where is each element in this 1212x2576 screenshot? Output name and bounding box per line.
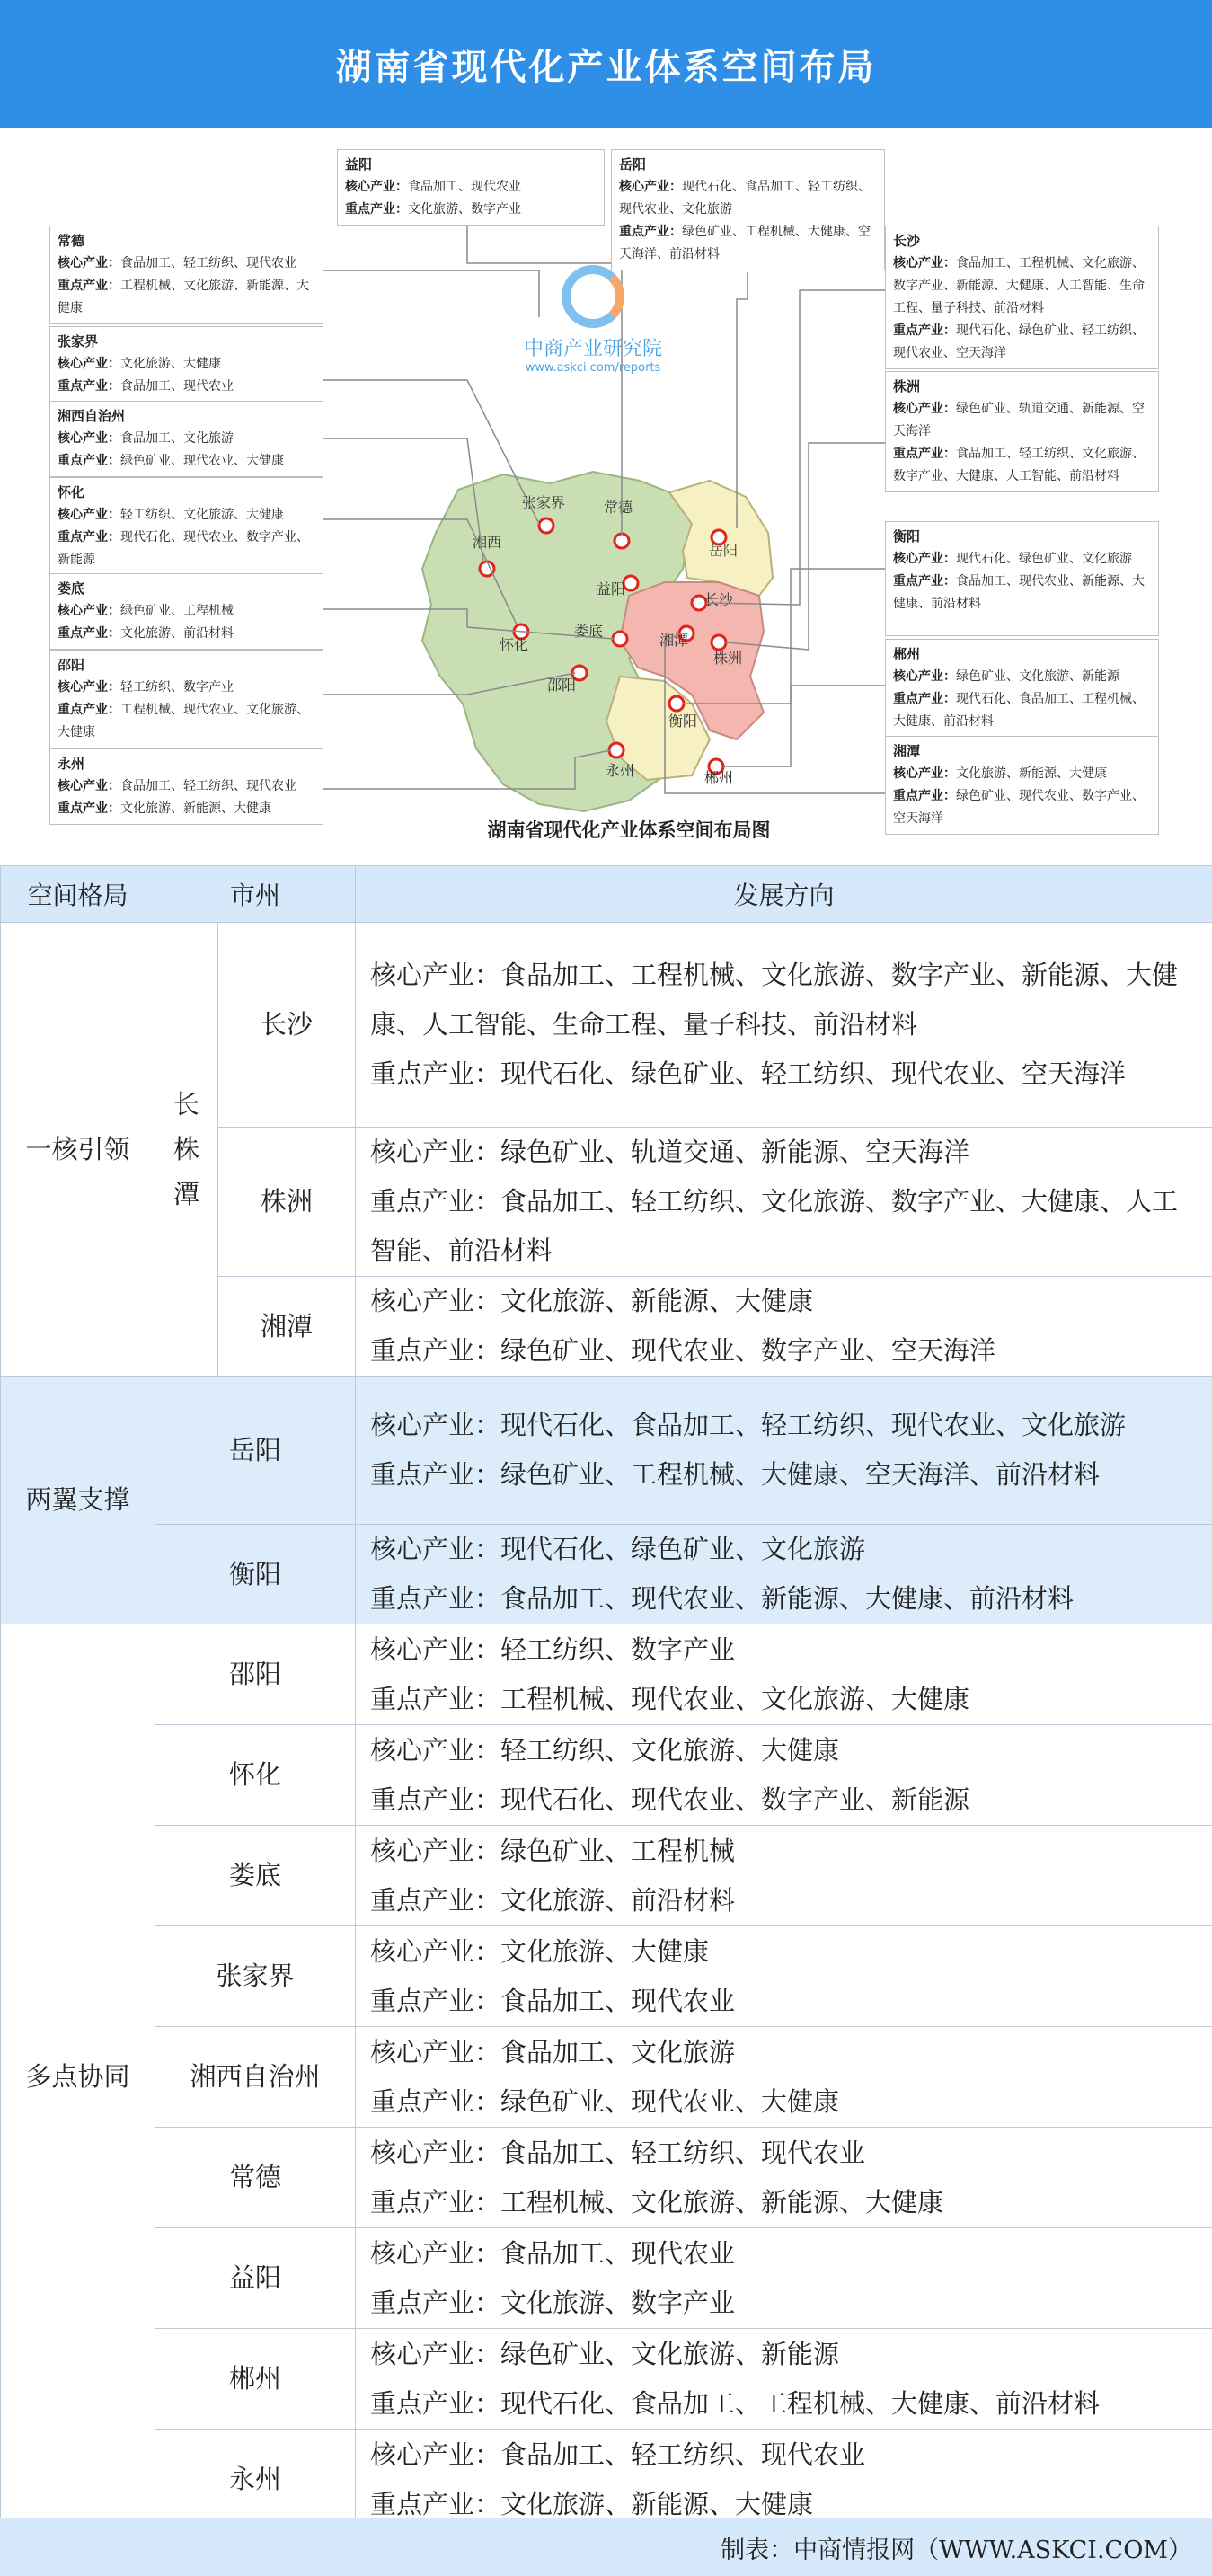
map-info-box xyxy=(337,149,605,226)
direction-cell: 核心产业：轻工纺织、数字产业 重点产业：工程机械、现代农业、文化旅游、大健康 xyxy=(356,1624,1212,1725)
map-info-box-line xyxy=(893,571,1151,615)
map-info-box-label: 重点产业： xyxy=(893,574,956,589)
watermark-url: www.askci.com/reports xyxy=(525,361,661,375)
city-map-label: 娄底 xyxy=(573,623,604,640)
map-info-box-line xyxy=(893,548,1151,571)
footer-source: 制表：中商情报网（WWW.ASKCI.COM） xyxy=(721,2536,1192,2564)
map-info-box-line xyxy=(58,504,315,527)
table-row xyxy=(1,2228,1212,2329)
map-info-box-line xyxy=(58,353,315,376)
map-info-box-label: 核心产业： xyxy=(893,552,956,566)
map-info-box-line xyxy=(345,176,597,199)
map-info-box-line xyxy=(58,699,315,744)
map-info-box-label: 重点产业： xyxy=(893,789,956,803)
city-map-label: 岳阳 xyxy=(708,542,739,559)
map-info-box-line xyxy=(58,428,315,450)
map-info-box-label: 核心产业： xyxy=(619,180,682,194)
map-info-box-label: 重点产业： xyxy=(58,279,120,293)
map-info-box-title: 永州 xyxy=(58,756,85,772)
table-row xyxy=(1,1926,1212,2027)
city-cell: 张家界 xyxy=(155,1926,356,2027)
map-info-box-label: 重点产业： xyxy=(893,323,956,338)
map-info-box-label: 重点产业： xyxy=(58,379,120,394)
map-info-box xyxy=(49,326,323,403)
map-info-box-line xyxy=(58,798,315,820)
city-map-label: 怀化 xyxy=(499,636,529,653)
table-row xyxy=(1,2430,1212,2530)
city-map-label: 湘西 xyxy=(472,534,502,551)
city-cell: 怀化 xyxy=(155,1725,356,1826)
direction-cell: 核心产业：绿色矿业、工程机械 重点产业：文化旅游、前沿材料 xyxy=(356,1826,1212,1926)
map-info-box-line xyxy=(893,320,1151,365)
map-info-box-value: 文化旅游、大健康 xyxy=(120,357,221,371)
city-cell: 娄底 xyxy=(155,1826,356,1926)
map-section xyxy=(0,128,1212,865)
map-info-box-title: 邵阳 xyxy=(58,657,85,673)
direction-cell: 核心产业：文化旅游、新能源、大健康 重点产业：绿色矿业、现代农业、数字产业、空天海洋 xyxy=(356,1277,1212,1377)
table-row xyxy=(1,1525,1212,1624)
city-map-label: 株洲 xyxy=(712,650,743,667)
header-city: 市州 xyxy=(155,866,356,923)
map-info-box xyxy=(49,748,323,825)
map-info-box-label: 重点产业： xyxy=(893,447,956,461)
header-layout: 空间格局 xyxy=(1,866,155,923)
direction-cell: 核心产业：轻工纺织、文化旅游、大健康 重点产业：现代石化、现代农业、数字产业、新能源 xyxy=(356,1725,1212,1826)
map-info-box-label: 核心产业： xyxy=(58,604,120,618)
map-info-box-value: 文化旅游、前沿材料 xyxy=(120,626,234,641)
city-map-label: 张家界 xyxy=(521,494,566,511)
map-info-box-line xyxy=(893,785,1151,830)
map-info-box-value: 工程机械、现代农业、文化旅游、大健康 xyxy=(58,703,309,739)
city-map-label: 郴州 xyxy=(703,769,734,786)
map-info-box-title: 湘西自治州 xyxy=(58,408,126,424)
map-info-box-line xyxy=(619,176,877,221)
map-info-box-value: 轻工纺织、文化旅游、大健康 xyxy=(120,508,284,522)
map-info-box-line xyxy=(619,221,877,266)
map-info-box-label: 核心产业： xyxy=(58,680,120,695)
table-row xyxy=(1,1826,1212,1926)
city-cell: 常德 xyxy=(155,2128,356,2228)
map-info-box-label: 核心产业： xyxy=(893,669,956,684)
map-info-box-line xyxy=(58,376,315,398)
table-row xyxy=(1,2027,1212,2128)
map-info-box-line xyxy=(893,763,1151,785)
map-info-box xyxy=(49,401,323,477)
map-info-box-line xyxy=(58,775,315,798)
map-info-box-label: 核心产业： xyxy=(58,256,120,270)
map-info-box-value: 现代石化、现代农业、数字产业、新能源 xyxy=(58,530,309,567)
map-info-box-label: 核心产业： xyxy=(58,508,120,522)
map-info-box-value: 食品加工、工程机械、文化旅游、数字产业、新能源、大健康、人工智能、生命工程、量子科技、前沿材料 xyxy=(893,256,1145,315)
map-info-box xyxy=(49,226,323,324)
direction-cell: 核心产业：食品加工、轻工纺织、现代农业 重点产业：工程机械、文化旅游、新能源、大健康 xyxy=(356,2128,1212,2228)
title-banner xyxy=(0,0,1212,128)
direction-cell: 核心产业：食品加工、轻工纺织、现代农业 重点产业：文化旅游、新能源、大健康 xyxy=(356,2430,1212,2530)
city-cell: 衡阳 xyxy=(155,1525,356,1624)
map-info-box-label: 核心产业： xyxy=(58,357,120,371)
map-info-box-label: 重点产业： xyxy=(345,202,408,217)
map-info-box-title: 岳阳 xyxy=(619,156,647,173)
city-marker-icon xyxy=(712,635,726,650)
layout-group: 一核引领 xyxy=(1,923,155,1377)
map-info-box-label: 重点产业： xyxy=(58,801,120,816)
map-info-box-line xyxy=(893,443,1151,488)
map-info-box-title: 娄底 xyxy=(58,580,85,597)
city-map-label: 永州 xyxy=(605,762,635,779)
map-info-box-line xyxy=(893,252,1151,320)
map-info-box-title: 长沙 xyxy=(893,233,921,249)
map-info-box xyxy=(49,477,323,576)
map-info-box-label: 核心产业： xyxy=(893,402,956,416)
map-info-box xyxy=(49,573,323,650)
city-cell: 永州 xyxy=(155,2430,356,2530)
map-info-box-label: 重点产业： xyxy=(58,703,120,717)
map-info-box-value: 绿色矿业、现代农业、数字产业、空天海洋 xyxy=(893,789,1145,826)
map-info-box-value: 现代石化、食品加工、工程机械、大健康、前沿材料 xyxy=(893,692,1145,729)
map-info-box-label: 重点产业： xyxy=(58,530,120,544)
city-marker-icon xyxy=(609,743,624,757)
map-info-box-value: 食品加工、轻工纺织、现代农业 xyxy=(120,779,296,793)
watermark-name: 中商产业研究院 xyxy=(523,338,662,360)
map-info-box-value: 文化旅游、新能源、大健康 xyxy=(120,801,271,816)
map-info-box-label: 核心产业： xyxy=(345,180,408,194)
map-info-box xyxy=(49,650,323,748)
city-map-label: 常德 xyxy=(603,499,633,516)
map-info-box-value: 食品加工、现代农业 xyxy=(120,379,234,394)
map-info-box-line xyxy=(345,199,597,221)
map-info-box-title: 株洲 xyxy=(893,378,921,394)
map-info-box-value: 现代石化、食品加工、轻工纺织、现代农业、文化旅游 xyxy=(619,180,871,217)
map-info-box-label: 核心产业： xyxy=(893,766,956,781)
city-cell: 岳阳 xyxy=(155,1377,356,1525)
city-marker-icon xyxy=(624,576,638,590)
city-cell: 益阳 xyxy=(155,2228,356,2329)
direction-cell: 核心产业：现代石化、绿色矿业、文化旅游 重点产业：食品加工、现代农业、新能源、大健康、前沿材料 xyxy=(356,1525,1212,1624)
city-marker-icon xyxy=(615,534,629,548)
layout-group: 多点协同 xyxy=(1,1624,155,2530)
map-info-box-value: 现代石化、绿色矿业、文化旅游 xyxy=(956,552,1132,566)
map-info-box-value: 食品加工、轻工纺织、现代农业 xyxy=(120,256,296,270)
map-info-box-title: 怀化 xyxy=(58,484,85,500)
map-info-box-title: 常德 xyxy=(58,233,85,249)
map-info-box-label: 核心产业： xyxy=(893,256,956,270)
map-info-box-label: 重点产业： xyxy=(58,626,120,641)
city-cell: 湘西自治州 xyxy=(155,2027,356,2128)
map-info-box xyxy=(885,371,1159,492)
map-info-box xyxy=(885,639,1159,738)
map-info-box-value: 绿色矿业、工程机械 xyxy=(120,604,234,618)
city-cell: 湘潭 xyxy=(218,1277,356,1377)
map-info-box xyxy=(885,226,1159,369)
direction-cell: 核心产业：食品加工、文化旅游 重点产业：绿色矿业、现代农业、大健康 xyxy=(356,2027,1212,2128)
map-info-box xyxy=(885,736,1159,835)
map-info-box-value: 绿色矿业、工程机械、大健康、空天海洋、前沿材料 xyxy=(619,225,871,261)
map-info-box-label: 重点产业： xyxy=(58,454,120,468)
city-map-label: 衡阳 xyxy=(668,713,698,730)
map-info-box-line xyxy=(58,527,315,571)
city-marker-icon xyxy=(669,696,684,711)
direction-cell: 核心产业：文化旅游、大健康 重点产业：食品加工、现代农业 xyxy=(356,1926,1212,2027)
map-info-box-line xyxy=(58,450,315,473)
map-info-box-label: 核心产业： xyxy=(58,779,120,793)
map-info-box-value: 文化旅游、新能源、大健康 xyxy=(956,766,1107,781)
map-info-box-line xyxy=(58,252,315,275)
map-info-box xyxy=(611,149,885,270)
industry-table xyxy=(0,865,1212,2530)
map-info-box-title: 衡阳 xyxy=(893,528,921,544)
map-info-box-label: 重点产业： xyxy=(893,692,956,706)
map-info-box-line xyxy=(893,666,1151,688)
city-cell: 长沙 xyxy=(218,923,356,1128)
direction-cell: 核心产业：绿色矿业、轨道交通、新能源、空天海洋 重点产业：食品加工、轻工纺织、文化旅游、数字产业、大健康、人工智能、前沿材料 xyxy=(356,1128,1212,1277)
page-title: 湖南省现代化产业体系空间布局 xyxy=(335,46,877,88)
table-row xyxy=(1,1624,1212,1725)
city-marker-icon xyxy=(480,562,494,576)
direction-cell: 核心产业：现代石化、食品加工、轻工纺织、现代农业、文化旅游 重点产业：绿色矿业、工程机械、大健康、空天海洋、前沿材料 xyxy=(356,1377,1212,1525)
map-leader-line xyxy=(737,272,748,528)
table-row xyxy=(1,1377,1212,1525)
map-info-box xyxy=(885,521,1159,636)
subgroup-label: 长 株 潭 xyxy=(155,923,218,1377)
watermark xyxy=(503,265,683,375)
city-map-label: 长沙 xyxy=(703,591,734,608)
map-info-box-value: 食品加工、现代农业、新能源、大健康、前沿材料 xyxy=(893,574,1145,611)
watermark-logo-icon xyxy=(562,265,624,328)
city-marker-icon xyxy=(539,518,553,533)
map-info-box-line xyxy=(58,677,315,699)
city-cell: 邵阳 xyxy=(155,1624,356,1725)
map-info-box-line xyxy=(58,275,315,320)
direction-cell: 核心产业：食品加工、现代农业 重点产业：文化旅游、数字产业 xyxy=(356,2228,1212,2329)
table-row xyxy=(1,923,1212,1128)
map-info-box-value: 绿色矿业、文化旅游、新能源 xyxy=(956,669,1119,684)
map-info-box-title: 郴州 xyxy=(893,646,921,662)
map-info-box-value: 绿色矿业、现代农业、大健康 xyxy=(120,454,284,468)
city-map-label: 湘潭 xyxy=(659,632,689,649)
map-info-box-value: 现代石化、绿色矿业、轻工纺织、现代农业、空天海洋 xyxy=(893,323,1145,360)
map-info-box-label: 重点产业： xyxy=(619,225,682,239)
table-row xyxy=(1,2329,1212,2430)
direction-cell: 核心产业：绿色矿业、文化旅游、新能源 重点产业：现代石化、食品加工、工程机械、大健康、前沿材料 xyxy=(356,2329,1212,2430)
map-info-box-value: 绿色矿业、轨道交通、新能源、空天海洋 xyxy=(893,402,1145,438)
city-map-label: 益阳 xyxy=(596,580,626,598)
map-info-box-line xyxy=(893,688,1151,733)
map-info-box-value: 轻工纺织、数字产业 xyxy=(120,680,234,695)
map-info-box-value: 文化旅游、数字产业 xyxy=(408,202,521,217)
map-info-box-value: 食品加工、文化旅游 xyxy=(120,431,234,446)
map-info-box-line xyxy=(893,398,1151,443)
direction-cell: 核心产业：食品加工、工程机械、文化旅游、数字产业、新能源、大健康、人工智能、生命工程、量子科技、前沿材料 重点产业：现代石化、绿色矿业、轻工纺织、现代农业、空天海洋 xyxy=(356,923,1212,1128)
map-info-box-title: 益阳 xyxy=(345,156,373,173)
city-map-label: 邵阳 xyxy=(546,677,577,694)
footer xyxy=(0,2518,1212,2576)
layout-group: 两翼支撑 xyxy=(1,1377,155,1624)
map-info-box-value: 食品加工、现代农业 xyxy=(408,180,521,194)
city-cell: 株洲 xyxy=(218,1128,356,1277)
city-marker-icon xyxy=(613,632,627,646)
map-info-box-title: 张家界 xyxy=(58,333,99,350)
table-row xyxy=(1,2128,1212,2228)
table-header-row xyxy=(1,866,1212,923)
table-row xyxy=(1,1725,1212,1826)
map-info-box-value: 工程机械、文化旅游、新能源、大健康 xyxy=(58,279,309,315)
map-caption: 湖南省现代化产业体系空间布局图 xyxy=(487,819,771,841)
map-info-box-label: 核心产业： xyxy=(58,431,120,446)
map-info-box-line xyxy=(58,623,315,645)
city-cell: 郴州 xyxy=(155,2329,356,2430)
header-direction: 发展方向 xyxy=(356,866,1212,923)
map-info-box-title: 湘潭 xyxy=(893,743,921,759)
map-info-box-value: 食品加工、轻工纺织、文化旅游、数字产业、大健康、人工智能、前沿材料 xyxy=(893,447,1145,483)
map-info-box-line xyxy=(58,600,315,623)
